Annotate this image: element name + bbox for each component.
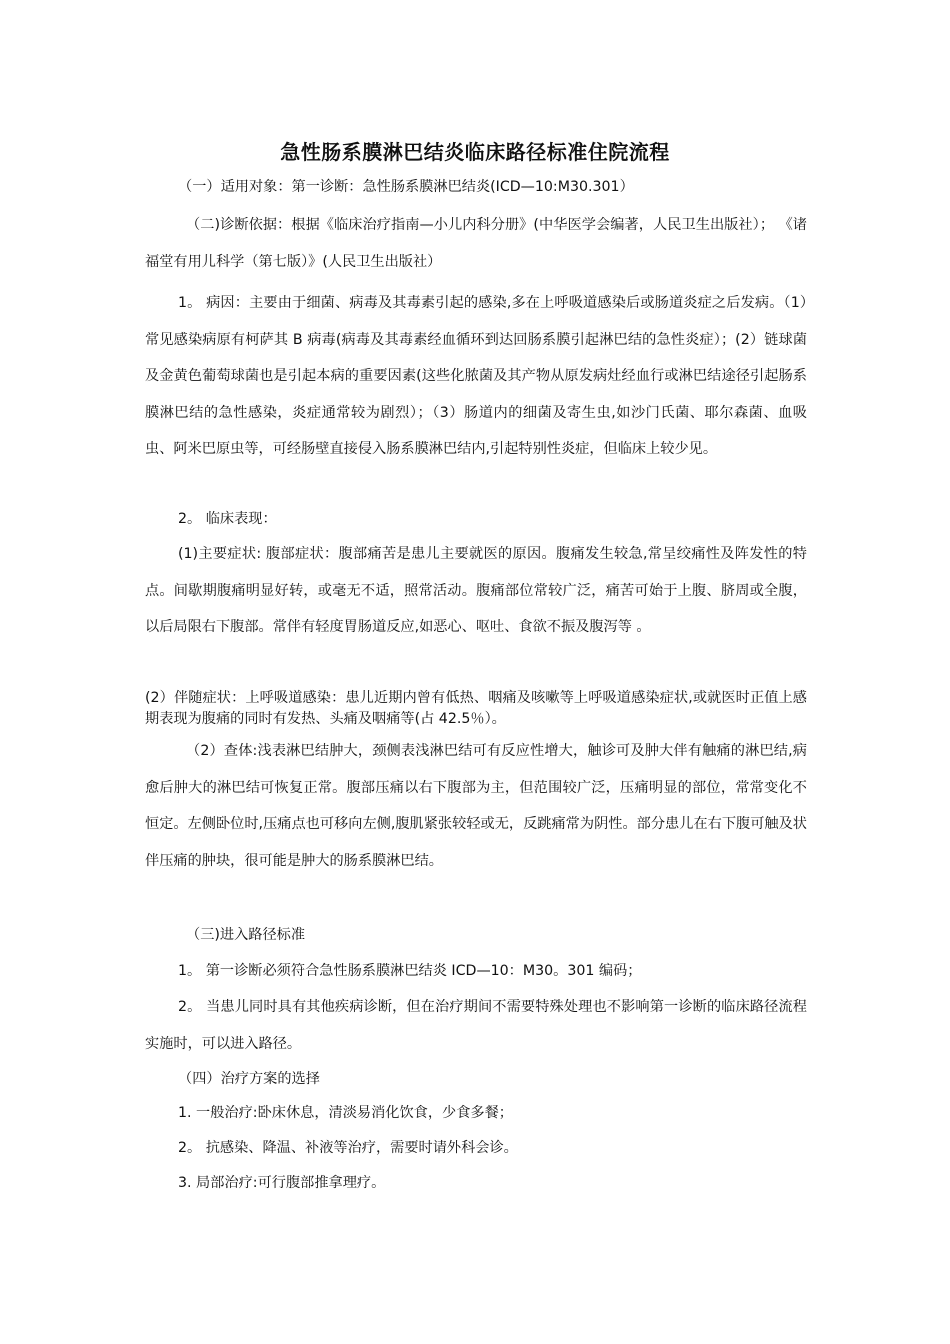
cause-paragraph: 1。 病因：主要由于细菌、病毒及其毒素引起的感染,多在上呼吸道感染后或肠道炎症之后发病。（1）常见感染病原有柯萨其 B 病毒(病毒及其毒素经血循环到达回肠系膜引起淋巴结的急性炎症）；(2）链球菌及金黄色葡萄球菌也是引起本病的重要因素(这些化脓菌及其产物从原发病灶经血行或淋巴结途径引起肠系膜淋巴结的急性感染，炎症通常较为剧烈）；（3）肠道内的细菌及寄生虫,如沙门氏菌、耶尔森菌、血吸虫、阿米巴原虫等，可经肠壁直接侵入肠系膜淋巴结内,引起特别性炎症，但临床上较少见。 — [145, 295, 807, 457]
accompany-symptoms-paragraph: (2）伴随症状：上呼吸道感染：患儿近期内曾有低热、咽痛及咳嗽等上呼吸道感染症状,或就医时正值上感期表现为腹痛的同时有发热、头痛及咽痛等(占 42.5％）。 — [145, 690, 807, 727]
treatment-item-2: 2。 抗感染、降温、补液等治疗，需要时请外科会诊。 — [178, 1140, 518, 1156]
path-item-2: 2。 当患儿同时具有其他疾病诊断，但在治疗期间不需要特殊处理也不影响第一诊断的临床路径流程实施时，可以进入路径。 — [145, 999, 807, 1052]
main-symptoms-paragraph: (1)主要症状: 腹部症状：腹部痛苦是患儿主要就医的原因。腹痛发生较急,常呈绞痛性及阵发性的特点。间歇期腹痛明显好转，或毫无不适，照常活动。腹痛部位常较广泛，痛苦可始于上腹、脐周或全腹，以后局限右下腹部。常伴有轻度胃肠道反应,如恶心、呕吐、食欲不振及腹泻等 。 — [145, 546, 807, 635]
diagnosis-basis: （二)诊断依据：根据《临床治疗指南—小儿内科分册》(中华医学会编著，人民卫生出版社）； 《诸福堂有用儿科学（第七版）》(人民卫生出版社） — [145, 217, 807, 270]
applicable-target: （一）适用对象：第一诊断：急性肠系膜淋巴结炎(ICD—10:M30.301） — [178, 179, 634, 195]
treatment-item-1: 1. 一般治疗:卧床休息，清淡易消化饮食，少食多餐； — [178, 1105, 513, 1121]
path-item-1: 1。 第一诊断必须符合急性肠系膜淋巴结炎 ICD—10：M30。301 编码； — [178, 963, 642, 979]
clinical-heading: 2。 临床表现： — [178, 511, 277, 527]
treatment-item-3: 3. 局部治疗:可行腹部推拿理疗。 — [178, 1175, 386, 1191]
treatment-heading: （四）治疗方案的选择 — [178, 1071, 320, 1087]
exam-paragraph: （2）查体:浅表淋巴结肿大，颈侧表浅淋巴结可有反应性增大，触诊可及肿大伴有触痛的淋巴结,病愈后肿大的淋巴结可恢复正常。腹部压痛以右下腹部为主，但范围较广泛，压痛明显的部位，常常变化不恒定。左侧卧位时,压痛点也可移向左侧,腹肌紧张较轻或无，反跳痛常为阴性。部分患儿在右下腹可触及状伴压痛的肿块，很可能是肿大的肠系膜淋巴结。 — [145, 743, 807, 869]
document-title: 急性肠系膜淋巴结炎临床路径标准住院流程 — [280, 140, 670, 164]
path-heading: （三)进入路径标准 — [186, 927, 306, 943]
